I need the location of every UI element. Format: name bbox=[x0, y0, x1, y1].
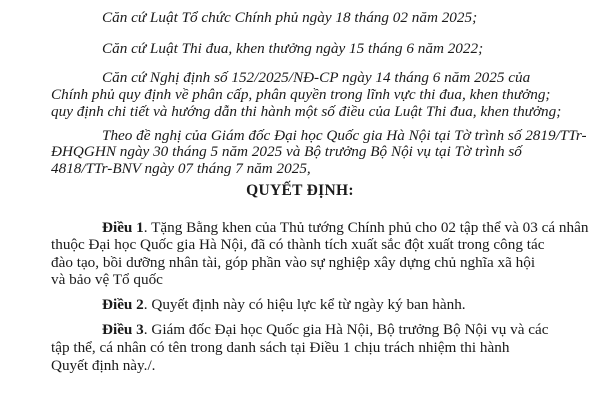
article-1-line-1 bbox=[102, 219, 588, 237]
preamble-legal-basis-2: Căn cứ Luật Thi đua, khen thưởng ngày 15 tháng 6 năm 2022; bbox=[102, 40, 484, 57]
article-3-line-1 bbox=[102, 321, 548, 339]
article-3-line-2: tập thể, cá nhân có tên trong danh sách tại Điều 1 chịu trách nhiệm thi hành bbox=[51, 339, 510, 356]
article-2-line-1 bbox=[102, 296, 466, 314]
article-3-line-3: Quyết định này./. bbox=[51, 357, 156, 374]
preamble-legal-basis-1: Căn cứ Luật Tổ chức Chính phủ ngày 18 tháng 02 năm 2025; bbox=[102, 9, 478, 26]
article-2-text: . Quyết định này có hiệu lực kể từ ngày ký ban hành. bbox=[143, 296, 466, 313]
article-1-text: . Tặng Bằng khen của Thủ tướng Chính phủ cho 02 tập thể và 03 cá nhân bbox=[143, 219, 589, 236]
preamble-proposal-line-2: ĐHQGHN ngày 30 tháng 5 năm 2025 và Bộ trưởng Bộ Nội vụ tại Tờ trình số bbox=[51, 143, 522, 160]
decision-title: QUYẾT ĐỊNH: bbox=[246, 182, 354, 199]
article-1-line-2: thuộc Đại học Quốc gia Hà Nội, đã có thành tích xuất sắc đột xuất trong công tác bbox=[51, 236, 545, 253]
article-1-line-3: đào tạo, bồi dưỡng nhân tài, góp phần vào sự nghiệp xây dựng chủ nghĩa xã hội bbox=[51, 254, 536, 271]
preamble-legal-basis-3-line-3: quy định chi tiết và hướng dẫn thi hành một số điều của Luật Thi đua, khen thưởng; bbox=[51, 103, 562, 120]
preamble-legal-basis-3-line-2: Chính phủ quy định về phân cấp, phân quyền trong lĩnh vực thi đua, khen thưởng; bbox=[51, 86, 551, 103]
article-3-text: . Giám đốc Đại học Quốc gia Hà Nội, Bộ trưởng Bộ Nội vụ và các bbox=[143, 321, 549, 338]
article-1-label: Điều 1 bbox=[102, 219, 144, 236]
article-2-label: Điều 2 bbox=[102, 296, 144, 313]
article-1-line-4: và bảo vệ Tổ quốc bbox=[51, 271, 163, 288]
preamble-proposal-line-1: Theo đề nghị của Giám đốc Đại học Quốc gia Hà Nội tại Tờ trình số 2819/TTr- bbox=[102, 127, 587, 144]
preamble-legal-basis-3-line-1: Căn cứ Nghị định số 152/2025/NĐ-CP ngày 14 tháng 6 năm 2025 của bbox=[102, 69, 531, 86]
preamble-proposal-line-3: 4818/TTr-BNV ngày 07 tháng 7 năm 2025, bbox=[51, 160, 311, 177]
article-3-label: Điều 3 bbox=[102, 321, 144, 338]
